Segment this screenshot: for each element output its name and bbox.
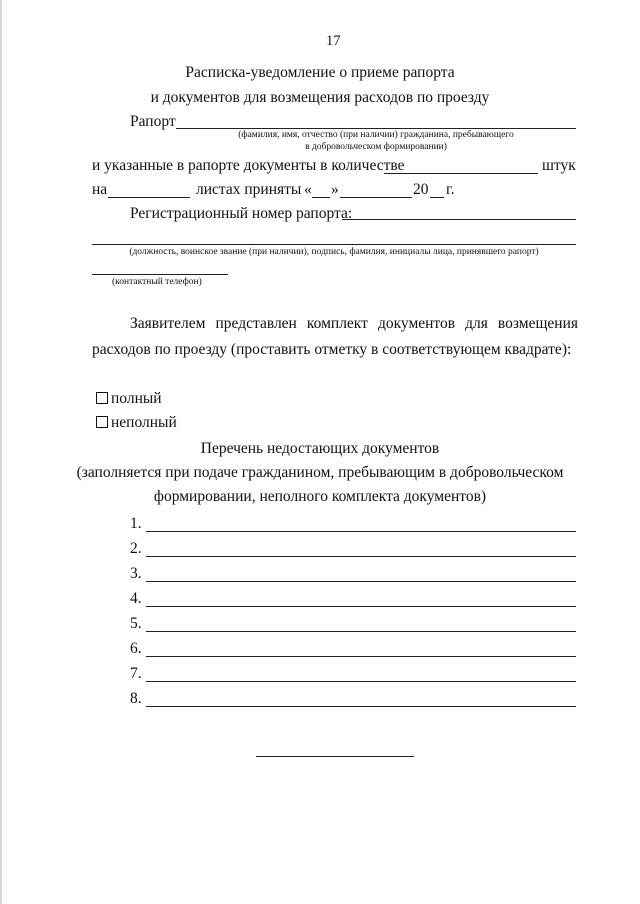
on-prefix: на	[92, 181, 108, 198]
applicant-line-1	[130, 315, 578, 333]
closing-rule	[256, 756, 414, 757]
raport-hint-line-2: в добровольческом формировании)	[305, 142, 447, 152]
officer-field[interactable]	[92, 244, 576, 245]
option-full-label: полный	[111, 390, 162, 407]
item-number: 2.	[130, 540, 142, 557]
missing-doc-field-3[interactable]	[146, 581, 576, 582]
missing-doc-field-8[interactable]	[146, 706, 576, 707]
checkbox-partial[interactable]	[96, 416, 108, 428]
year-prefix: 20	[413, 181, 429, 198]
docs-count-field[interactable]	[384, 173, 538, 174]
missing-doc-field-2[interactable]	[146, 556, 576, 557]
applicant-word: для	[465, 315, 488, 332]
reg-number-field[interactable]	[342, 219, 576, 220]
sheets-accepted-label: листах приняты	[196, 181, 302, 198]
applicant-word: документов	[377, 315, 456, 332]
reg-number-label: Регистрационный номер рапорта:	[130, 205, 353, 222]
phone-field[interactable]	[92, 274, 228, 275]
date-close-quote: »	[331, 181, 339, 198]
docs-count-suffix: штук	[542, 157, 576, 174]
item-number: 3.	[130, 565, 142, 582]
item-number: 6.	[130, 640, 142, 657]
missing-note-line-1: (заполняется при подаче гражданином, пребывающим в добровольческом	[76, 464, 564, 481]
year-field[interactable]	[430, 197, 444, 198]
title-line-1: Расписка-уведомление о приеме рапорта	[185, 64, 455, 81]
checkbox-full[interactable]	[96, 392, 108, 404]
missing-doc-field-6[interactable]	[146, 656, 576, 657]
option-full[interactable]	[96, 390, 162, 408]
applicant-word: представлен	[215, 315, 297, 332]
applicant-word: Заявителем	[130, 315, 206, 332]
sheets-count-field[interactable]	[108, 197, 190, 198]
missing-note-line-2: формировании, неполного комплекта документов)	[153, 488, 487, 505]
missing-doc-field-4[interactable]	[146, 606, 576, 607]
date-open-quote: «	[304, 181, 312, 198]
raport-name-field[interactable]	[176, 128, 576, 129]
page-number: 17	[326, 33, 341, 49]
item-number: 4.	[130, 590, 142, 607]
month-field[interactable]	[340, 197, 412, 198]
missing-title: Перечень недостающих документов	[200, 440, 440, 457]
missing-doc-field-7[interactable]	[146, 681, 576, 682]
year-suffix: г.	[446, 181, 455, 198]
item-number: 5.	[130, 615, 142, 632]
applicant-line-2: расходов по проезду (проставить отметку в соответствующем квадрате):	[92, 341, 572, 358]
option-partial[interactable]	[96, 414, 177, 432]
applicant-word: возмещения	[497, 315, 578, 332]
raport-hint-line-1: (фамилия, имя, отчество (при наличии) гражданина, пребывающего	[238, 130, 514, 140]
missing-doc-field-5[interactable]	[146, 631, 576, 632]
officer-hint: (должность, воинское звание (при наличии), подпись, фамилия, инициалы лица, принявшего рапорт)	[129, 247, 539, 257]
day-field[interactable]	[312, 197, 330, 198]
raport-label: Рапорт	[130, 113, 176, 130]
applicant-word: комплект	[306, 315, 368, 332]
title-line-2: и документов для возмещения расходов по проезду	[150, 89, 490, 106]
item-number: 8.	[130, 690, 142, 707]
item-number: 1.	[130, 515, 142, 532]
item-number: 7.	[130, 665, 142, 682]
missing-doc-field-1[interactable]	[146, 531, 576, 532]
docs-count-prefix: и указанные в рапорте документы в количестве	[92, 157, 405, 174]
phone-hint: (контактный телефон)	[112, 277, 202, 287]
option-partial-label: неполный	[111, 414, 177, 431]
